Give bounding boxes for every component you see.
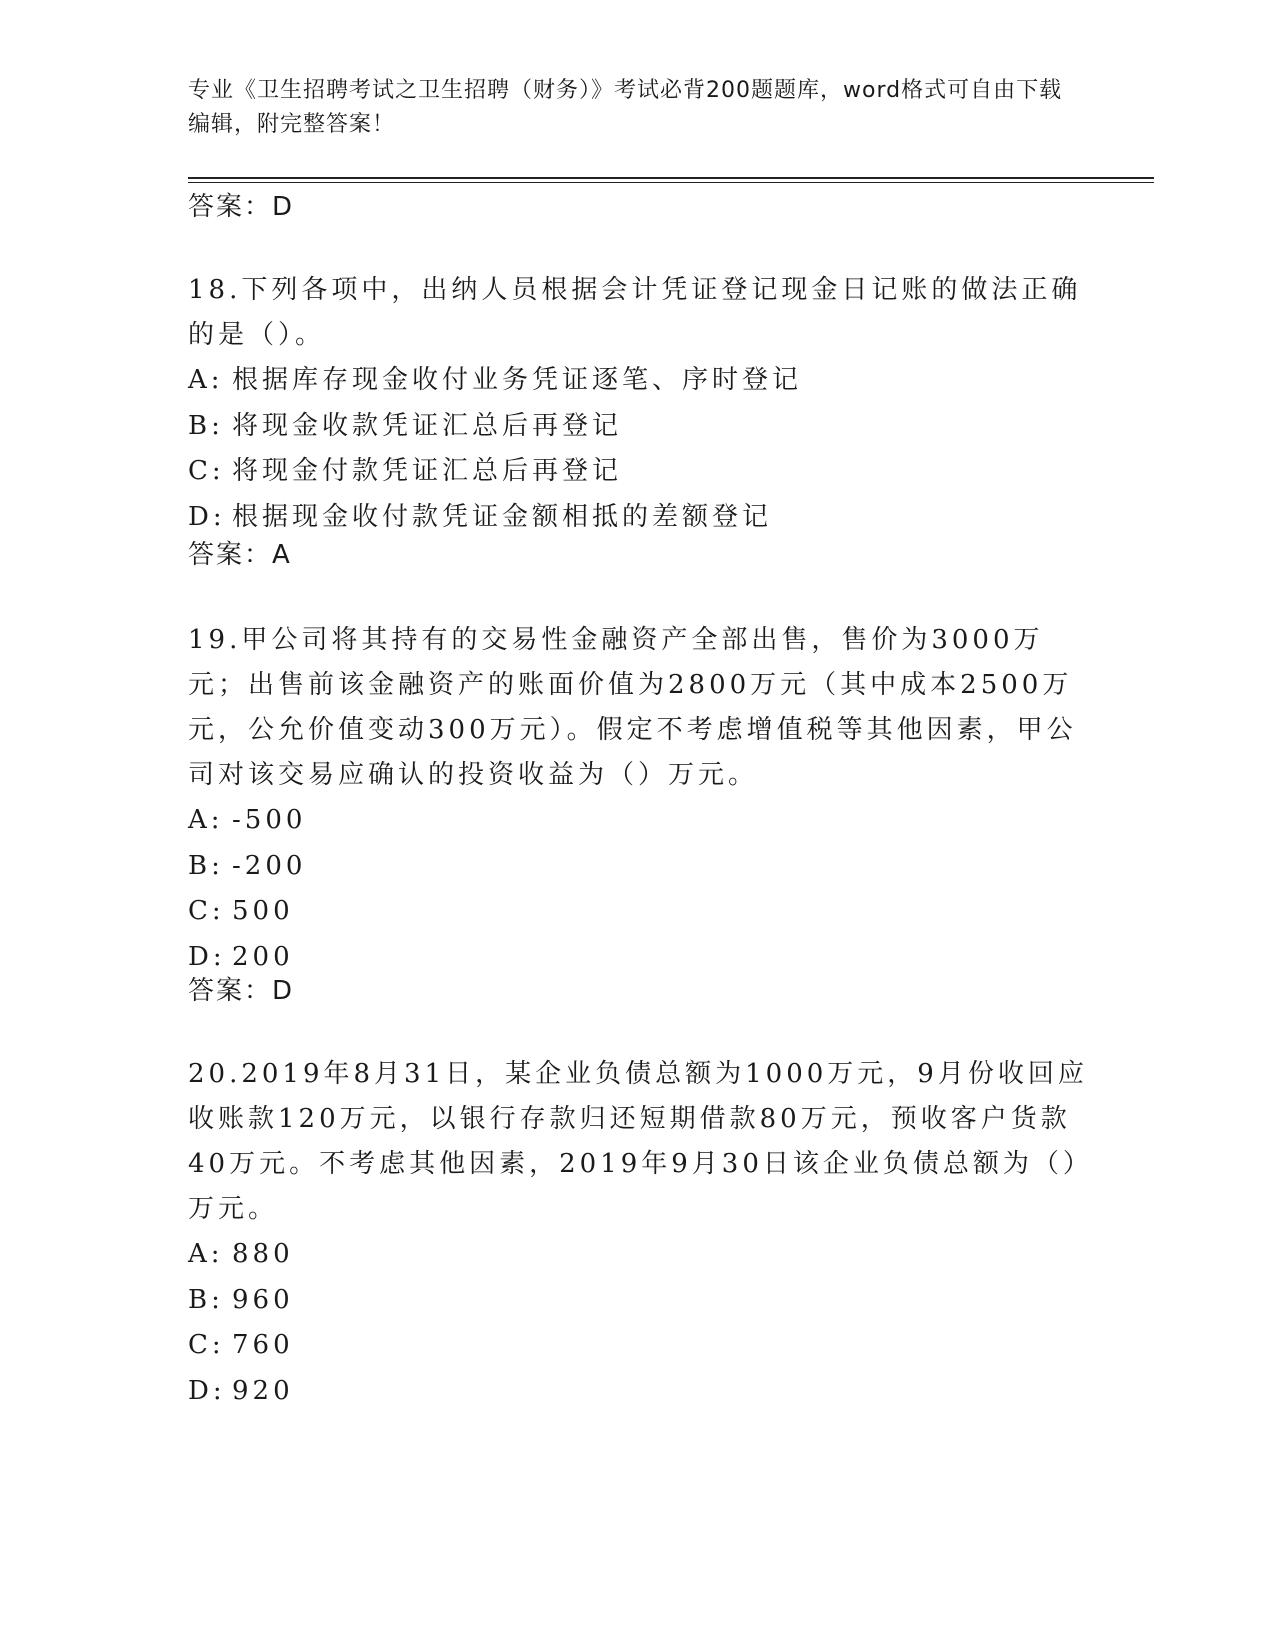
- option-letter: B:: [188, 410, 224, 441]
- option-text: 920: [232, 1375, 294, 1406]
- previous-answer: 答案：D: [188, 192, 295, 222]
- option-text: -200: [232, 850, 307, 881]
- question-stem: 19.甲公司将其持有的交易性金融资产全部出售，售价为3000万元；出售前该金融资产的账面价值为2800万元（其中成本2500万元，公允价值变动300万元）。假定不考虑增值税等其他因素，甲公司对该交易应确认的投资收益为（）万元。: [188, 625, 1077, 790]
- option-text: 将现金付款凭证汇总后再登记: [232, 456, 623, 486]
- option-letter: A:: [188, 805, 224, 835]
- option-c: [188, 889, 1088, 935]
- option-letter: D:: [188, 941, 226, 972]
- question-stem: 20.2019年8月31日，某企业负债总额为1000万元，9月份收回应收账款120万元，以银行存款归还短期借款80万元，预收客户货款40万元。不考虑其他因素，2019年9月30日该企业负债总额为（）万元。: [188, 1059, 1088, 1224]
- option-text: 760: [232, 1330, 294, 1360]
- option-text: 根据库存现金收付业务凭证逐笔、序时登记: [232, 365, 803, 395]
- option-letter: B:: [188, 1284, 224, 1315]
- question-18: [188, 268, 1088, 540]
- document-header: 专业《卫生招聘考试之卫生招聘（财务）》考试必背200题题库，word格式可自由下载编辑，附完整答案！: [188, 78, 1063, 137]
- option-text: -500: [232, 805, 307, 835]
- option-a: [188, 1232, 1088, 1278]
- option-letter: A:: [188, 1239, 224, 1269]
- option-c: [188, 449, 1088, 495]
- option-letter: C:: [188, 896, 225, 926]
- option-letter: D:: [188, 1375, 226, 1406]
- option-letter: A:: [188, 365, 224, 395]
- option-a: [188, 358, 1088, 404]
- option-letter: B:: [188, 850, 224, 881]
- option-a: [188, 798, 1088, 844]
- option-b: [188, 404, 1088, 450]
- question-stem: 18.下列各项中，出纳人员根据会计凭证登记现金日记账的做法正确的是（）。: [188, 275, 1082, 350]
- option-letter: D:: [188, 501, 226, 532]
- option-letter: C:: [188, 456, 225, 486]
- option-b: [188, 844, 1088, 890]
- option-text: 根据现金收付款凭证金额相抵的差额登记: [232, 501, 773, 532]
- answer-19: 答案：D: [188, 976, 295, 1006]
- option-text: 200: [232, 941, 294, 972]
- header-divider-thin: [188, 182, 1154, 183]
- option-letter: C:: [188, 1330, 225, 1360]
- option-c: [188, 1323, 1088, 1369]
- option-d: [188, 935, 1088, 981]
- answer-18: 答案：A: [188, 540, 292, 570]
- header-divider-thick: [188, 177, 1154, 179]
- question-19: [188, 618, 1088, 980]
- option-d: [188, 1369, 1088, 1415]
- option-d: [188, 495, 1088, 541]
- option-text: 将现金收款凭证汇总后再登记: [232, 410, 623, 441]
- option-text: 960: [232, 1284, 294, 1315]
- question-20: [188, 1052, 1088, 1414]
- option-text: 500: [232, 896, 294, 926]
- option-text: 880: [232, 1239, 294, 1269]
- option-b: [188, 1278, 1088, 1324]
